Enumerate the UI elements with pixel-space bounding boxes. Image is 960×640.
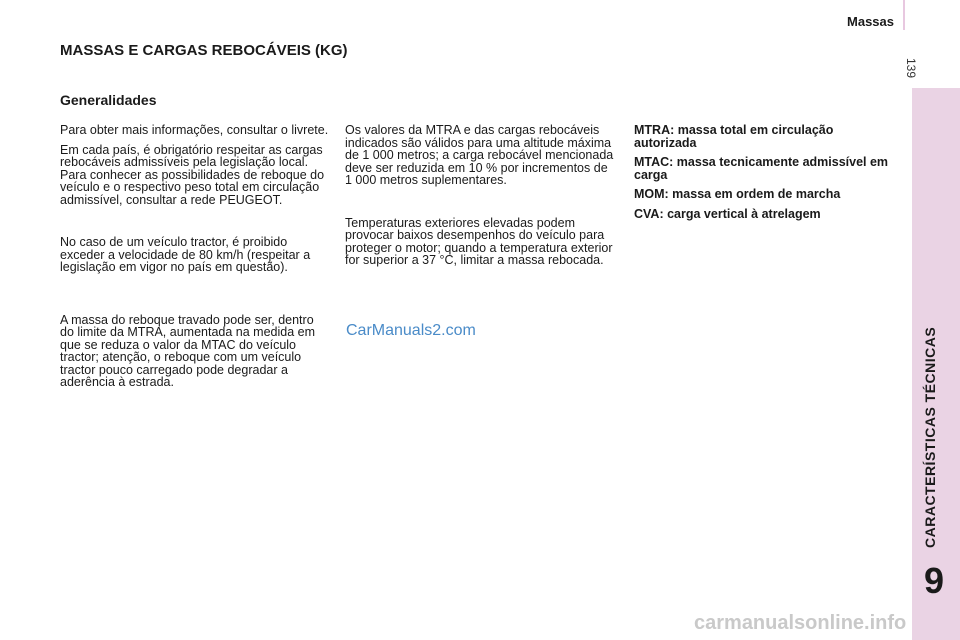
definition-item: MOM: massa em ordem de marcha [634,187,841,201]
chapter-title: CARACTERÍSTICAS TÉCNICAS [922,326,938,548]
page-number: 139 [904,58,918,79]
paragraph: Para obter mais informações, consultar o livrete. [60,123,329,137]
definitions-column [634,124,894,227]
paragraph: A massa do reboque travado pode ser, dentro do limite da MTRA, aumentada na medida em que se reduza o valor da MTAC do veículo tractor; atenção, o reboque com um veículo tractor pouco carregado pode degradar a aderência à estrada. [60,312,315,389]
section-label: Massas [847,14,894,29]
watermark-footer: carmanualsonline.info [694,612,907,634]
section-subtitle: Generalidades [60,92,157,108]
paragraph: Temperaturas exteriores elevadas podem provocar baixos desempenhos do veículo para proteger o motor; quando a temperatura exterior for superior a 37 °C, limitar a massa rebocada. [345,215,613,267]
header-divider [903,0,905,30]
definition-item: MTRA: massa total em circulação autorizada [634,123,834,150]
page-title: MASSAS E CARGAS REBOCÁVEIS (KG) [60,42,348,59]
text-column-2 [345,124,617,274]
chapter-number: 9 [924,560,945,601]
definition-item: CVA: carga vertical à atrelagem [634,206,821,221]
paragraph: Em cada país, é obrigatório respeitar as cargas rebocáveis admissíveis pela legislação local. Para conhecer as possibilidades de reboque do veículo e o respectivo peso total em circulação admissível, consultar a rede PEUGEOT. [60,142,325,207]
paragraph: Os valores da MTRA e das cargas rebocáveis indicados são válidos para uma altitude máxima de 1 000 metros; a carga rebocável mencionada deve ser reduzida em 10 % por incrementos de 1 000 metros suplementares. [345,123,614,187]
definition-item: MTAC: massa tecnicamente admissível em carga [634,155,889,182]
watermark-carmanuals[interactable]: CarManuals2.com [346,322,476,339]
paragraph: No caso de um veículo tractor, é proibido exceder a velocidade de 80 km/h (respeitar a legislação em vigor no país em questão). [60,235,311,274]
text-column-1 [60,124,330,396]
